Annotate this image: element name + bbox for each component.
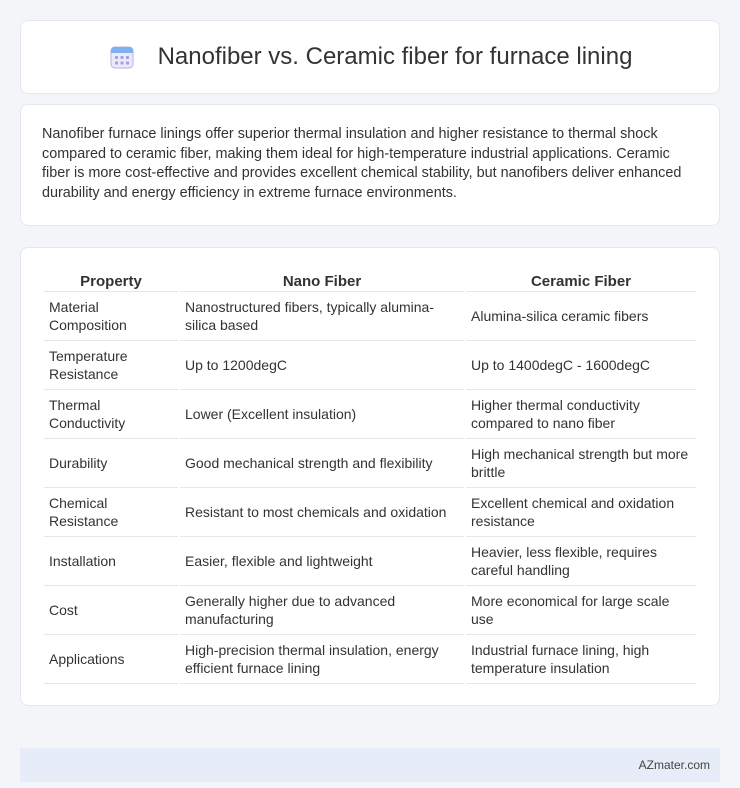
ceramic-fiber-cell: Excellent chemical and oxidation resistance <box>466 488 696 537</box>
table-row <box>44 537 696 586</box>
table-row <box>44 292 696 341</box>
table-row <box>44 341 696 390</box>
title-card <box>20 20 720 94</box>
ceramic-fiber-cell: Industrial furnace lining, high temperature insulation <box>466 635 696 684</box>
nano-fiber-cell: High-precision thermal insulation, energy efficient furnace lining <box>180 635 464 684</box>
ceramic-fiber-cell: Alumina-silica ceramic fibers <box>466 292 696 341</box>
property-cell: Applications <box>44 635 178 684</box>
table-row <box>44 635 696 684</box>
comparison-table-card <box>20 247 720 706</box>
ceramic-fiber-cell: High mechanical strength but more brittle <box>466 439 696 488</box>
ceramic-fiber-cell: Higher thermal conductivity compared to nano fiber <box>466 390 696 439</box>
header-nano-fiber: Nano Fiber <box>180 268 464 292</box>
ceramic-fiber-cell: Up to 1400degC - 1600degC <box>466 341 696 390</box>
property-cell: Durability <box>44 439 178 488</box>
comparison-table <box>42 268 698 684</box>
footer-bar <box>20 748 720 782</box>
summary-paragraph: Nanofiber furnace linings offer superior thermal insulation and higher resistance to thermal shock compared to ceramic fiber, making them ideal for high-temperature industrial applications. Ceramic fiber is more cost-effective and provides excellent chemical stability, but nanofibers deliver enhanced durability and energy efficiency in extreme furnace environments. <box>42 126 682 202</box>
nano-fiber-cell: Generally higher due to advanced manufacturing <box>180 586 464 635</box>
table-row <box>44 488 696 537</box>
nano-fiber-cell: Easier, flexible and lightweight <box>180 537 464 586</box>
page-title: Nanofiber vs. Ceramic fiber for furnace lining <box>157 43 633 70</box>
nano-fiber-cell: Lower (Excellent insulation) <box>180 390 464 439</box>
table-row <box>44 586 696 635</box>
summary-card <box>20 104 720 226</box>
property-cell: Chemical Resistance <box>44 488 178 537</box>
property-cell: Installation <box>44 537 178 586</box>
footer-credit: AZmater.com <box>638 757 710 772</box>
ceramic-fiber-cell: Heavier, less flexible, requires careful handling <box>466 537 696 586</box>
table-header-row <box>44 268 696 292</box>
property-cell: Temperature Resistance <box>44 341 178 390</box>
property-cell: Cost <box>44 586 178 635</box>
header-ceramic-fiber: Ceramic Fiber <box>466 268 696 292</box>
property-cell: Thermal Conductivity <box>44 390 178 439</box>
ceramic-fiber-cell: More economical for large scale use <box>466 586 696 635</box>
header-property: Property <box>44 268 178 292</box>
table-row <box>44 390 696 439</box>
nano-fiber-cell: Nanostructured fibers, typically alumina-silica based <box>180 292 464 341</box>
property-cell: Material Composition <box>44 292 178 341</box>
table-row <box>44 439 696 488</box>
nano-fiber-cell: Resistant to most chemicals and oxidation <box>180 488 464 537</box>
nano-fiber-cell: Up to 1200degC <box>180 341 464 390</box>
nano-fiber-cell: Good mechanical strength and flexibility <box>180 439 464 488</box>
calendar-icon <box>108 44 136 70</box>
